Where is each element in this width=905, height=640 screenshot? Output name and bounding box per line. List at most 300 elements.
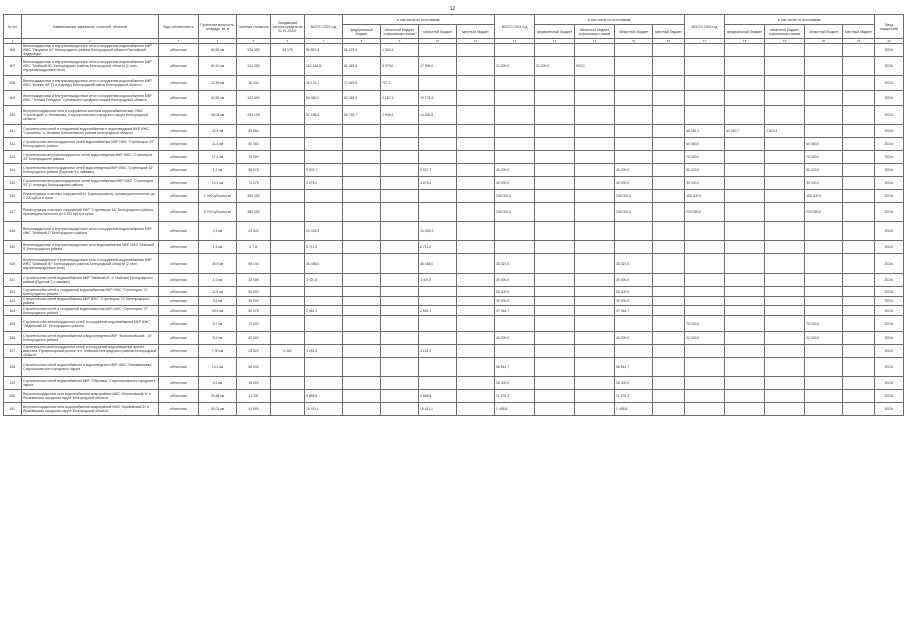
cell-r23: 18 327,6 (615, 254, 653, 274)
cell-rs22 (381, 190, 419, 203)
cell-f23 (535, 358, 575, 377)
cell-f23 (535, 316, 575, 332)
cell-r22: 4 078,2 (419, 177, 457, 190)
cell-f24 (725, 44, 765, 57)
cell-r24 (805, 390, 843, 403)
cell-r22 (419, 316, 457, 332)
cell-t23: 1 406,8 (495, 403, 535, 416)
cell-rs23 (575, 222, 615, 241)
column-number: 1 (4, 39, 22, 44)
cell-t23 (495, 345, 535, 358)
cell-cap: 34,55 км (199, 91, 237, 106)
cell-cost: 62 000 (237, 332, 271, 345)
cell-year: 2022г. (875, 44, 904, 57)
cell-f24 (725, 177, 765, 190)
cell-no: 627 (4, 345, 22, 358)
cell-f24 (725, 377, 765, 390)
cell-rs24 (765, 164, 805, 177)
cell-t24 (685, 57, 725, 76)
col-no: № п/п (4, 15, 22, 39)
cell-r22: 46 458,0 (419, 254, 457, 274)
cell-r23: 58 541,7 (615, 358, 653, 377)
cell-l22 (457, 332, 495, 345)
cell-f24 (725, 254, 765, 274)
cell-t22 (305, 287, 343, 297)
cell-own: областная (159, 164, 199, 177)
cell-t23 (495, 76, 535, 91)
col-regional-2022: областной бюджет (419, 25, 457, 39)
cell-own: областная (159, 274, 199, 287)
cell-rs24 (765, 138, 805, 151)
cell-name: Строительство внеплощадочных сетей водоотведения МКР ИЖС "Стрелецкое 43" Белгородского района (Бурение 5-и скважин) (22, 164, 159, 177)
cell-f23 (535, 203, 575, 222)
cell-no: 622 (4, 287, 22, 297)
cell-r23 (615, 106, 653, 125)
cell-rem (271, 332, 305, 345)
cell-own: областная (159, 254, 199, 274)
cell-f24 (725, 190, 765, 203)
cell-t23: 22 900,0 (495, 57, 535, 76)
cell-r24: 22 000,0 (805, 332, 843, 345)
cell-no: 621 (4, 274, 22, 287)
cell-f22: 81 063,8 (343, 57, 381, 76)
cell-t24 (685, 106, 725, 125)
cell-own: областная (159, 297, 199, 306)
cell-rs23 (575, 151, 615, 164)
cell-l22 (457, 44, 495, 57)
cell-l24 (843, 241, 875, 254)
cell-own: областная (159, 125, 199, 138)
cell-rs24 (765, 316, 805, 332)
cell-l23 (653, 91, 685, 106)
cell-no: 620 (4, 254, 22, 274)
cell-own: областная (159, 106, 199, 125)
cell-t23 (495, 222, 535, 241)
cell-t23 (495, 91, 535, 106)
cell-rs22 (381, 332, 419, 345)
table-row (4, 177, 904, 190)
cell-l24 (843, 332, 875, 345)
cell-l23 (653, 203, 685, 222)
cell-f22 (343, 297, 381, 306)
cell-f22 (343, 274, 381, 287)
cell-l23 (653, 138, 685, 151)
cell-no: 610 (4, 106, 22, 125)
cell-t23: 150 000,0 (495, 203, 535, 222)
cell-rs22 (381, 151, 419, 164)
cell-r23 (615, 138, 653, 151)
cell-r22: 24 433,3 (419, 222, 457, 241)
table-row (4, 254, 904, 274)
cell-t22 (305, 358, 343, 377)
cell-rem (271, 403, 305, 416)
cell-year: 2023г. (875, 287, 904, 297)
cell-own: областная (159, 287, 199, 297)
cell-t23: 18 000,0 (495, 377, 535, 390)
col-capacity: Проектная мощность, площадь, кв. м (199, 15, 237, 39)
cell-l23 (653, 306, 685, 316)
cell-l22 (457, 125, 495, 138)
cell-rs24 (765, 358, 805, 377)
cell-year: 2022г. (875, 241, 904, 254)
cell-rs22 (381, 297, 419, 306)
cell-rem (271, 151, 305, 164)
cell-t24 (685, 222, 725, 241)
cell-l23 (653, 358, 685, 377)
cell-no: 608 (4, 76, 22, 91)
cell-t23: 35 000,0 (495, 297, 535, 306)
cell-f22 (343, 358, 381, 377)
cell-no: 625 (4, 316, 22, 332)
cell-cap: 1 000 куб.м/сутки (199, 190, 237, 203)
cell-t24 (685, 390, 725, 403)
cell-l22 (457, 254, 495, 274)
cell-cap: 13,3 км (199, 358, 237, 377)
column-number: 18 (725, 39, 765, 44)
cell-l22 (457, 190, 495, 203)
cell-name: Строительство внеплощадочных сетей и сооружений водоснабжения МКР ИЖС "Ладомский 3А" Белгородского района (22, 316, 159, 332)
cell-f22 (343, 390, 381, 403)
cell-t24 (685, 306, 725, 316)
cell-cap: 24,68 км (199, 390, 237, 403)
cell-rem (271, 274, 305, 287)
cell-no: 628 (4, 358, 22, 377)
cell-l24 (843, 390, 875, 403)
cell-own: областная (159, 358, 199, 377)
cell-year: 2024г. (875, 177, 904, 190)
cell-cap: 45,04 км (199, 106, 237, 125)
cell-f24 (725, 138, 765, 151)
cell-l23 (653, 241, 685, 254)
cell-f23 (535, 177, 575, 190)
cell-rs23 (575, 106, 615, 125)
cell-rs24 (765, 332, 805, 345)
cell-r23 (615, 222, 653, 241)
cell-cost: 23 322 (237, 345, 271, 358)
cell-rs23 (575, 241, 615, 254)
table-row (4, 151, 904, 164)
cell-rs23 (575, 177, 615, 190)
cell-r22: 2 661,1 (419, 306, 457, 316)
cell-l23 (653, 332, 685, 345)
cell-name: Строительство сетей и сооружений водоснабжения и водоотведения МКР ИЖС "Строитель" с. Нечаево Алексеевского района Белгородской области (22, 125, 159, 138)
cell-year: 2023г. (875, 274, 904, 287)
cell-t24: 60 000,0 (685, 138, 725, 151)
cell-year: 2023г. (875, 254, 904, 274)
cell-l22 (457, 203, 495, 222)
column-number: 7 (305, 39, 343, 44)
cell-l24 (843, 358, 875, 377)
cell-f22 (343, 241, 381, 254)
cell-f23 (535, 76, 575, 91)
cell-name: Строительство внутриплощадочных сетей водоснабжения МКР ИЖС "Стрелецкое 53" (1 очередь) Белгородского района (22, 177, 159, 190)
cell-f23 (535, 222, 575, 241)
cell-rs22 (381, 177, 419, 190)
cell-rs22 (381, 274, 419, 287)
col-local-2022: местный бюджет (457, 25, 495, 39)
cell-l24 (843, 222, 875, 241)
cell-cap: 9,4 км (199, 297, 237, 306)
cell-t24 (685, 377, 725, 390)
cell-l22 (457, 138, 495, 151)
cell-cost: 50 000 (237, 287, 271, 297)
cell-cap: 60,10 км (199, 57, 237, 76)
cell-rs24 (765, 151, 805, 164)
cell-own: областная (159, 151, 199, 164)
cell-l23 (653, 345, 685, 358)
cell-rem (271, 125, 305, 138)
cell-cap: 1,0 км (199, 274, 237, 287)
cell-r22 (419, 138, 457, 151)
cell-t24 (685, 358, 725, 377)
cell-t22 (305, 332, 343, 345)
cell-t22: 4 078,2 (305, 177, 343, 190)
cell-f22 (343, 332, 381, 345)
cell-rs23 (575, 190, 615, 203)
cell-f23 (535, 332, 575, 345)
cell-f24 (725, 297, 765, 306)
cell-no: 607 (4, 57, 22, 76)
cell-l23 (653, 403, 685, 416)
cell-r23: 40 000,0 (615, 177, 653, 190)
cell-own: областная (159, 345, 199, 358)
cell-cost: 35 000 (237, 297, 271, 306)
column-number: 19 (765, 39, 805, 44)
cell-r23: 18 000,0 (615, 377, 653, 390)
cell-rem (271, 91, 305, 106)
cell-r24 (805, 125, 843, 138)
cell-l24 (843, 138, 875, 151)
cell-f22: 62 484,0 (343, 91, 381, 106)
cell-r22 (419, 332, 457, 345)
cell-rs23 (575, 274, 615, 287)
cell-cost: 103 690 (237, 91, 271, 106)
cell-no: 615 (4, 177, 22, 190)
cell-rs24 (765, 345, 805, 358)
cell-l24 (843, 164, 875, 177)
table-row (4, 125, 904, 138)
cell-rem (271, 222, 305, 241)
cell-f22 (343, 345, 381, 358)
cell-name: Внеплощадочные и внутриплощадочные сети и сооружения водоснабжения МКР ИЖС "Разумное 81" Белгородского района Белгородской области Российской Федерации (22, 44, 159, 57)
cell-no: 611 (4, 125, 22, 138)
cell-l24 (843, 316, 875, 332)
cell-r24 (805, 254, 843, 274)
cell-name: Внеплощадочные и внутриплощадочные сети и сооружения водоснабжения МКР ИЖС "Купино 68" (1-я очередь) Белгородский район Белгородской области (22, 76, 159, 91)
cell-rs24 (765, 241, 805, 254)
table-row (4, 403, 904, 416)
cell-t22 (305, 203, 343, 222)
cell-f23 (535, 297, 575, 306)
cell-year: 2023г. (875, 403, 904, 416)
cell-t24: 150 000,0 (685, 190, 725, 203)
cell-t22 (305, 138, 343, 151)
cell-t23: 50 000,0 (495, 287, 535, 297)
cell-f22 (343, 377, 381, 390)
cell-l24 (843, 177, 875, 190)
cell-f23 (535, 164, 575, 177)
table-row (4, 44, 904, 57)
cell-t22: 24 433,3 (305, 222, 343, 241)
cell-no: 629 (4, 377, 22, 390)
cell-cost: 60 000 (237, 138, 271, 151)
cell-l22 (457, 164, 495, 177)
cell-rs22: 727,1 (381, 76, 419, 91)
cell-no: 623 (4, 297, 22, 306)
cell-own: областная (159, 177, 199, 190)
cell-rs22: 3 379,0 (381, 57, 419, 76)
cell-rs23 (575, 358, 615, 377)
col-regional-2023: областной бюджет (615, 25, 653, 39)
cell-cost: 50 578 (237, 306, 271, 316)
cell-t24: 70 000,0 (685, 316, 725, 332)
cell-cost: 74 078 (237, 177, 271, 190)
cell-r23: 47 916,7 (615, 306, 653, 316)
cell-t24 (685, 403, 725, 416)
cell-rs24 (765, 377, 805, 390)
cell-l24 (843, 76, 875, 91)
cell-r23 (615, 241, 653, 254)
cell-rs22 (381, 316, 419, 332)
column-number: 22 (875, 39, 904, 44)
cell-l23 (653, 274, 685, 287)
cell-r22: 3 407,5 (419, 274, 457, 287)
cell-l24 (843, 377, 875, 390)
cell-rs22 (381, 345, 419, 358)
cell-r23 (615, 91, 653, 106)
cell-r24 (805, 297, 843, 306)
cell-f24 (725, 287, 765, 297)
cell-r22: 8 711,5 (419, 241, 457, 254)
cell-f23 (535, 125, 575, 138)
col-federal-2024: федеральный бюджет (725, 25, 765, 39)
cell-own: областная (159, 190, 199, 203)
cell-t23: 150 000,0 (495, 190, 535, 203)
cell-rs23 (575, 164, 615, 177)
cell-no: 613 (4, 151, 22, 164)
cell-r22: 4 161,5 (419, 345, 457, 358)
cell-cost: 380 000 (237, 203, 271, 222)
cell-name: Внеплощадочные и внутриплощадочные сети и сооружения водоснабжения МКР ИЖС "Теплый Погадель" Губкинского городского округа Белгородской области (22, 91, 159, 106)
cell-rem (271, 297, 305, 306)
cell-f24 (725, 91, 765, 106)
cell-year: 2024г. (875, 151, 904, 164)
cell-l22 (457, 403, 495, 416)
cell-no: 614 (4, 164, 22, 177)
cell-r22 (419, 358, 457, 377)
cell-rem: 38 178 (271, 44, 305, 57)
cell-r23: 45 000,0 (615, 164, 653, 177)
cell-rem (271, 316, 305, 332)
table-row (4, 190, 904, 203)
cell-l22 (457, 57, 495, 76)
cell-t23 (495, 106, 535, 125)
cell-t22 (305, 190, 343, 203)
cell-l22 (457, 222, 495, 241)
cell-f24 (725, 403, 765, 416)
col-total-2023: ВСЕГО 2023 год (495, 15, 535, 39)
cell-year: 2022г. (875, 222, 904, 241)
cell-l24 (843, 125, 875, 138)
cell-name: Строительство сетей водоснабжения МКР ИЖС "Стрелецкое 72" Белгородского района (22, 297, 159, 306)
cell-rs22 (381, 358, 419, 377)
cell-f23 (535, 306, 575, 316)
cell-cap: 11,4 км (199, 138, 237, 151)
cell-t22: 46 458,0 (305, 254, 343, 274)
cell-rs23 (575, 76, 615, 91)
cell-cap: 1,2 км (199, 164, 237, 177)
cell-t24 (685, 91, 725, 106)
cell-own: областная (159, 76, 199, 91)
cell-t24: 65 084,1 (685, 125, 725, 138)
cell-t24 (685, 241, 725, 254)
cell-f23 (535, 403, 575, 416)
cell-t24: 75 000,0 (685, 151, 725, 164)
cell-year: 2023г. (875, 306, 904, 316)
cell-cost: 69 684 (237, 125, 271, 138)
cell-rs24 (765, 274, 805, 287)
cell-own: областная (159, 91, 199, 106)
cell-f23 (535, 106, 575, 125)
cell-f22 (343, 254, 381, 274)
cell-name: Строительство сетей и сооружений водоснабжения МКР ИЖС "Стрелецкое 72" Белгородского района (22, 306, 159, 316)
cell-f24 (725, 345, 765, 358)
cell-l22 (457, 76, 495, 91)
cell-rem (271, 358, 305, 377)
cell-t23: 40 000,0 (495, 332, 535, 345)
cell-rs22 (381, 138, 419, 151)
cell-f22 (343, 164, 381, 177)
cell-year: 2022г. (875, 106, 904, 125)
cell-r22: 15 411,1 (419, 403, 457, 416)
col-total-2024: ВСЕГО 2024 год (685, 15, 725, 39)
cell-rs22 (381, 164, 419, 177)
cell-l22 (457, 345, 495, 358)
cell-t22: 3 407,5 (305, 274, 343, 287)
cell-f22 (343, 190, 381, 203)
column-number: 9 (381, 39, 419, 44)
cell-r24 (805, 306, 843, 316)
cell-t24 (685, 345, 725, 358)
cell-f23 (535, 254, 575, 274)
cell-rs22 (381, 241, 419, 254)
cell-year: 2024г. (875, 203, 904, 222)
col-federal-2023: федеральный бюджет (535, 25, 575, 39)
cell-l24 (843, 306, 875, 316)
cell-t23 (495, 125, 535, 138)
cell-t24 (685, 254, 725, 274)
cell-rs24 (765, 222, 805, 241)
cell-cap: 32,4 км (199, 125, 237, 138)
cell-f23 (535, 138, 575, 151)
cell-t24: 22 000,0 (685, 332, 725, 345)
cell-l22 (457, 151, 495, 164)
cell-t22: 8 711,5 (305, 241, 343, 254)
cell-r23: 50 000,0 (615, 287, 653, 297)
cell-r22 (419, 377, 457, 390)
column-number: 14 (575, 39, 615, 44)
cell-f24 (725, 203, 765, 222)
cell-f24 (725, 332, 765, 345)
cell-rs23 (575, 287, 615, 297)
column-number: 15 (615, 39, 653, 44)
cell-rs24 (765, 190, 805, 203)
cell-rs23 (575, 44, 615, 57)
investment-table (3, 14, 904, 416)
cell-l24 (843, 44, 875, 57)
cell-rs22 (381, 390, 419, 403)
cell-rs24 (765, 177, 805, 190)
